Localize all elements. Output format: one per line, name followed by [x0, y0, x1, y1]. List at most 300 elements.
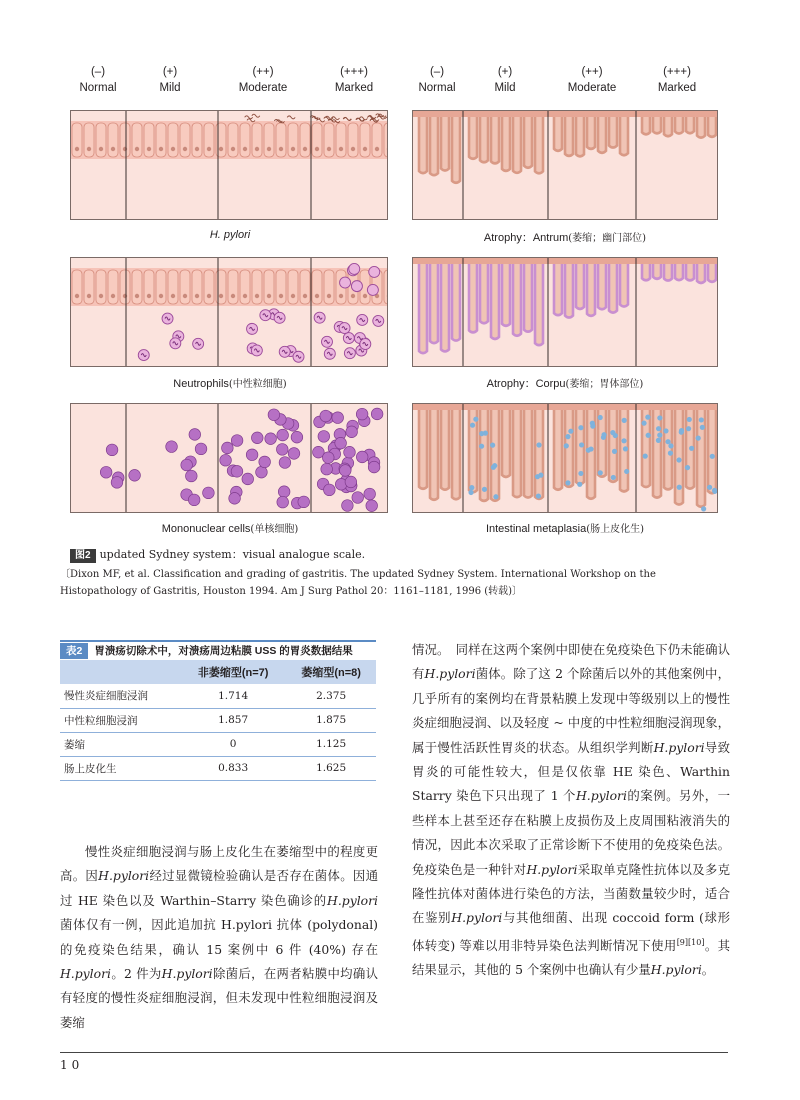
goblet-cell: [621, 438, 626, 443]
grade-head: (++) Moderate: [238, 66, 288, 94]
goblet-cell: [656, 426, 661, 431]
cell-nucleus: [291, 147, 295, 151]
epithelial-cell: [192, 123, 202, 157]
cell-nucleus: [99, 147, 103, 151]
goblet-cell: [710, 454, 715, 459]
table-header-blank: [60, 660, 180, 684]
mononuclear-cell: [288, 448, 300, 460]
gland: [565, 264, 573, 318]
gland: [708, 264, 716, 282]
cell-nucleus: [171, 294, 175, 298]
right-body-text: 情况。 同样在这两个案例中即使在免疫染色下仍未能确认有H.pylori菌体。除了这 2 个除菌后以外的其他案例中，几乎所有的案例均在背景粘膜上发现中等级别以上的慢性炎症细胞浸润、以及轻度 ~ 中度的中性粒细胞浸润现象，属于慢性活跃性胃炎的状态。从组织学判断H.pylori导致胃炎的可能性较大，但是仅依靠 HE 染色、Warthin Starry 染色下只出现了 1 个H.pylori的案例。另外，一些样本上甚至还存在粘膜上皮损伤及上皮周围粘液消失的情况，因此本次采取了正常诊断下不使用的免疫染色法。免疫染色是一种针对H.pylori采取单克隆性抗体以及多克隆性抗体对菌体进行染色的方法，当菌数量较少时，适合在鉴别H.pylori与其他细菌、出现 coccoid form (球形体转变) 等难以用非特异染色法判断情况下使用[9][10]。其结果显示，其他的 5 个案例中也确认有少量H.pylori。: [412, 642, 731, 978]
grade-head: (+++) Marked: [657, 66, 697, 94]
mononuclear-cell: [100, 466, 112, 478]
gland: [430, 264, 438, 343]
cell-nucleus: [327, 294, 331, 298]
gland: [554, 117, 562, 151]
cell-nucleus: [303, 147, 307, 151]
cell-nucleus: [231, 294, 235, 298]
gland: [576, 264, 584, 309]
epithelial-cell: [324, 123, 334, 157]
cell-nucleus: [231, 147, 235, 151]
cell-nucleus: [315, 147, 319, 151]
mononuclear-cell: [242, 473, 254, 485]
page-number: 10: [60, 1058, 84, 1072]
caption-mononuclear: Mononuclear cells(单核细胞): [161, 523, 299, 535]
goblet-cell: [700, 425, 705, 430]
cell-nucleus: [123, 294, 127, 298]
goblet-cell: [579, 442, 584, 447]
goblet-cell: [491, 465, 496, 470]
mononuclear-cell: [259, 456, 271, 468]
gland: [502, 410, 510, 477]
goblet-cell: [490, 443, 495, 448]
mononuclear-cell: [111, 477, 123, 489]
gland: [598, 264, 606, 309]
cell-nucleus: [87, 147, 91, 151]
goblet-cell: [598, 415, 603, 420]
epithelial-cell: [288, 123, 298, 157]
table-row: 中性粒细胞浸润 1.857 1.875: [60, 708, 376, 732]
epithelial-cell: [96, 123, 106, 157]
gland: [686, 264, 694, 280]
table-header-atrophic: 萎缩型(n=8): [286, 660, 376, 684]
mononuclear-cell: [129, 469, 141, 481]
cell-nucleus: [375, 147, 379, 151]
cell-nucleus: [75, 294, 79, 298]
bacterium: [245, 116, 253, 119]
bacterium: [287, 116, 295, 119]
goblet-cell: [536, 493, 541, 498]
epithelial-cell: [384, 270, 388, 304]
gland: [419, 117, 427, 173]
goblet-cell: [483, 431, 488, 436]
goblet-cell: [611, 475, 616, 480]
gland: [491, 264, 499, 339]
epithelial-cell: [132, 123, 142, 157]
gland: [513, 264, 521, 336]
goblet-cell: [663, 428, 668, 433]
epithelial-cell: [144, 270, 154, 304]
cell-nucleus: [147, 147, 151, 151]
panel-atrophy-antrum: [412, 110, 718, 220]
table-tag: 表2: [60, 643, 88, 659]
cell-nucleus: [327, 147, 331, 151]
gland: [491, 117, 499, 163]
epithelial-cell: [384, 123, 388, 157]
gland: [535, 410, 543, 499]
cell-nucleus: [339, 147, 343, 151]
goblet-cell: [468, 490, 473, 495]
figure-tag: 图2: [70, 549, 96, 563]
gland: [441, 117, 449, 170]
gland: [576, 117, 584, 156]
goblet-cell: [623, 446, 628, 451]
cell-nucleus: [303, 294, 307, 298]
epithelial-cell: [108, 123, 118, 157]
goblet-cell: [578, 471, 583, 476]
mononuclear-cell: [321, 463, 333, 475]
cell-nucleus: [363, 294, 367, 298]
gland: [620, 264, 628, 306]
goblet-cell: [689, 446, 694, 451]
gland: [469, 410, 477, 492]
epithelial-cell: [192, 270, 202, 304]
cell-nucleus: [291, 294, 295, 298]
gland: [430, 410, 438, 500]
neutrophil: [367, 284, 378, 295]
caption-hpylori: H. pylori: [209, 229, 251, 241]
gland: [609, 410, 617, 482]
epithelial-cell: [276, 123, 286, 157]
goblet-cell: [590, 421, 595, 426]
goblet-cell: [601, 432, 606, 437]
epithelial-cell: [180, 123, 190, 157]
footer-rule: [60, 1052, 728, 1053]
mononuclear-cell: [368, 461, 380, 473]
epithelial-cell: [312, 270, 322, 304]
epithelial-cell: [276, 270, 286, 304]
gland: [554, 264, 562, 315]
gland: [565, 117, 573, 156]
goblet-cell: [686, 426, 691, 431]
goblet-cell: [612, 449, 617, 454]
surface-layer: [413, 404, 718, 410]
epithelial-cell: [240, 123, 250, 157]
table-row: 萎缩 0 1.125: [60, 732, 376, 756]
goblet-cell: [665, 439, 670, 444]
cell-nucleus: [183, 294, 187, 298]
gland: [513, 117, 521, 173]
gland: [513, 410, 521, 497]
gland: [554, 410, 562, 490]
goblet-cell: [657, 433, 662, 438]
gland: [524, 264, 532, 332]
goblet-cell: [535, 474, 540, 479]
cell-nucleus: [195, 294, 199, 298]
mononuclear-cell: [277, 496, 289, 508]
epithelial-cell: [300, 270, 310, 304]
metaplasia-illustration: [413, 404, 718, 513]
table-row: 肠上皮化生 0.833 1.625: [60, 756, 376, 780]
gland: [664, 264, 672, 281]
gland: [697, 117, 705, 138]
table-title: 表2 胃溃疡切除术中，对溃疡周边粘膜 USS 的胃炎数据结果: [60, 640, 376, 658]
goblet-cell: [624, 469, 629, 474]
goblet-cell: [676, 457, 681, 462]
table-header-row: [60, 660, 376, 684]
epithelial-cell: [168, 123, 178, 157]
mononuclear-cell: [344, 446, 356, 458]
epithelial-cell: [204, 123, 214, 157]
bacterium: [385, 117, 388, 120]
gland: [609, 264, 617, 313]
cell-nucleus: [135, 147, 139, 151]
gland: [535, 117, 543, 173]
gland: [419, 264, 427, 353]
cell-nucleus: [363, 147, 367, 151]
cell-nucleus: [219, 294, 223, 298]
epithelial-cell: [312, 123, 322, 157]
goblet-cell: [657, 415, 662, 420]
gland: [664, 410, 672, 489]
panel-hpylori: [70, 110, 388, 220]
cell-nucleus: [111, 147, 115, 151]
caption-metaplasia: Intestinal metaplasia(肠上皮化生): [485, 523, 645, 535]
epithelial-cell: [72, 270, 82, 304]
gland: [697, 264, 705, 283]
cell-nucleus: [315, 294, 319, 298]
panel-neutrophils: [70, 257, 388, 367]
mononuclear-cell: [335, 437, 347, 449]
grade-head: (+++) Marked: [334, 66, 374, 94]
goblet-cell: [565, 434, 570, 439]
goblet-cell: [645, 415, 650, 420]
gland: [598, 410, 606, 477]
caption-corpu: Atrophy：Corpu(萎缩；胃体部位): [486, 378, 644, 390]
goblet-cell: [701, 506, 706, 511]
gland: [587, 264, 595, 316]
epithelial-cell: [120, 270, 130, 304]
gland: [708, 117, 716, 137]
cell-nucleus: [171, 147, 175, 151]
cell-nucleus: [207, 147, 211, 151]
gland: [480, 117, 488, 162]
cell-nucleus: [219, 147, 223, 151]
gland: [502, 117, 510, 171]
mononuclear-cell: [318, 431, 330, 443]
cell-nucleus: [99, 294, 103, 298]
goblet-cell: [643, 454, 648, 459]
mononuclear-cell: [279, 457, 291, 469]
goblet-cell: [564, 443, 569, 448]
left-body-text: 慢性炎症细胞浸润与肠上皮化生在萎缩型中的程度更高。因H.pylori经过显微镜检验确认是否存在菌体。因通过 HE 染色以及 Warthin–Starry 染色确诊的H.pylori菌体仅有一例，因此追加抗 H.pylori 抗体 (polydonal) 的免疫染色结果，确认 15 案例中 6 件 (40%) 存在H.pylori。2 件为H.pylori除菌后，在两者粘膜中均确认有轻度的慢性炎症细胞浸润，但未发现中性粒细胞浸润及萎缩: [60, 844, 379, 1030]
epithelial-cell: [96, 270, 106, 304]
mononuclear-cell: [298, 496, 310, 508]
epithelial-cell: [108, 270, 118, 304]
goblet-cell: [687, 417, 692, 422]
epithelial-cell: [264, 123, 274, 157]
grade-head: (–) Normal: [418, 66, 456, 94]
epithelial-cell: [156, 123, 166, 157]
mononuclear-cell: [268, 409, 280, 421]
epithelial-cell: [72, 123, 82, 157]
mononuclear-cell: [246, 449, 258, 461]
gland: [469, 264, 477, 332]
cell-nucleus: [135, 294, 139, 298]
cell-nucleus: [351, 294, 355, 298]
hpylori-illustration: [71, 111, 388, 220]
goblet-cell: [610, 430, 615, 435]
mononuclear-cell: [231, 466, 243, 478]
gland: [452, 410, 460, 499]
epithelial-cell: [156, 270, 166, 304]
gland: [620, 117, 628, 155]
gland: [675, 117, 683, 134]
mononuclear-cell: [356, 408, 368, 420]
goblet-cell: [568, 429, 573, 434]
bacterium: [343, 117, 351, 120]
cell-nucleus: [243, 147, 247, 151]
epithelial-cell: [228, 123, 238, 157]
goblet-cell: [707, 485, 712, 490]
panel-intestinal-metaplasia: [412, 403, 718, 513]
goblet-cell: [668, 451, 673, 456]
goblet-cell: [479, 444, 484, 449]
epithelial-cell: [120, 123, 130, 157]
epithelial-cell: [348, 123, 358, 157]
gland: [441, 264, 449, 351]
gland: [642, 117, 650, 134]
mononuclear-cell: [189, 429, 201, 441]
goblet-cell: [685, 465, 690, 470]
gland: [653, 264, 661, 279]
cell-nucleus: [267, 147, 271, 151]
mononuclear-cell: [324, 484, 336, 496]
gland: [587, 117, 595, 149]
epithelial-cell: [228, 270, 238, 304]
gland: [664, 117, 672, 136]
goblet-cell: [598, 470, 603, 475]
mononuclear-cell: [220, 454, 232, 466]
table-header-nonatrophic: 非萎缩型(n=7): [180, 660, 286, 684]
epithelial-cell: [372, 123, 382, 157]
gland: [708, 410, 716, 493]
goblet-cell: [586, 448, 591, 453]
goblet-cell: [473, 417, 478, 422]
mononuclear-cell: [203, 487, 215, 499]
gland: [609, 117, 617, 148]
mononuclear-cell: [339, 465, 351, 477]
surface-layer: [413, 111, 718, 117]
caption-neutrophils: Neutrophils(中性粒细胞): [173, 378, 287, 390]
surface-layer: [413, 258, 718, 264]
mononuclear-cell: [229, 493, 241, 505]
epithelial-cell: [252, 270, 262, 304]
epithelial-cell: [288, 270, 298, 304]
bacterium: [252, 114, 260, 117]
cell-nucleus: [351, 147, 355, 151]
cell-nucleus: [87, 294, 91, 298]
mononuclear-cell: [332, 412, 344, 424]
table-row: 慢性炎症细胞浸润 1.714 2.375: [60, 684, 376, 708]
goblet-cell: [712, 489, 717, 494]
epithelial-cell: [264, 270, 274, 304]
gland: [419, 410, 427, 489]
goblet-cell: [677, 485, 682, 490]
gland: [686, 117, 694, 133]
mononuclear-cell: [256, 466, 268, 478]
gland: [491, 410, 499, 501]
mononuclear-cell: [356, 451, 368, 463]
gland: [697, 410, 705, 507]
mononuclear-cell: [291, 431, 303, 443]
epithelial-cell: [132, 270, 142, 304]
goblet-cell: [641, 421, 646, 426]
cell-nucleus: [255, 147, 259, 151]
corpu-illustration: [413, 258, 718, 367]
epithelial-cell: [336, 123, 346, 157]
cell-nucleus: [267, 294, 271, 298]
goblet-cell: [469, 485, 474, 490]
cell-nucleus: [207, 294, 211, 298]
cell-nucleus: [75, 147, 79, 151]
goblet-cell: [470, 423, 475, 428]
gland: [452, 264, 460, 341]
neutrophils-illustration: [71, 258, 388, 367]
epithelial-cell: [240, 270, 250, 304]
goblet-cell: [699, 417, 704, 422]
gland: [480, 264, 488, 323]
cell-nucleus: [111, 294, 115, 298]
cell-nucleus: [195, 147, 199, 151]
cell-nucleus: [279, 147, 283, 151]
goblet-cell: [493, 494, 498, 499]
gland: [430, 117, 438, 175]
mononuclear-cell: [352, 492, 364, 504]
epithelial-cell: [180, 270, 190, 304]
mononuclear-cell: [231, 435, 243, 447]
mononuclear-cell: [276, 444, 288, 456]
gland: [524, 117, 532, 168]
epithelial-cell: [84, 123, 94, 157]
mononuclear-cell: [106, 444, 118, 456]
neutrophil: [349, 263, 360, 274]
goblet-cell: [656, 438, 661, 443]
goblet-cell: [668, 443, 673, 448]
gland: [642, 264, 650, 280]
epithelial-cell: [360, 123, 370, 157]
neutrophil: [369, 266, 380, 277]
epithelial-cell: [324, 270, 334, 304]
epithelial-cell: [168, 270, 178, 304]
goblet-cell: [577, 482, 582, 487]
mononuclear-cell: [322, 452, 334, 464]
grade-head: (+) Mild: [159, 66, 181, 94]
gland: [535, 264, 543, 345]
grade-head: (++) Moderate: [567, 66, 617, 94]
gland: [653, 117, 661, 133]
epithelial-cell: [204, 270, 214, 304]
mononuclear-cell: [166, 441, 178, 453]
goblet-cell: [696, 436, 701, 441]
goblet-cell: [679, 430, 684, 435]
mononuclear-cell: [277, 429, 289, 441]
mononuclear-cell: [345, 476, 357, 488]
gland: [598, 117, 606, 153]
panel-atrophy-corpu: [412, 257, 718, 367]
mononuclear-illustration: [71, 404, 388, 513]
mononuclear-cell: [346, 426, 358, 438]
cell-nucleus: [183, 147, 187, 151]
cell-nucleus: [279, 294, 283, 298]
mononuclear-cell: [342, 500, 354, 512]
cell-nucleus: [123, 147, 127, 151]
gland: [441, 410, 449, 490]
mononuclear-cell: [188, 494, 200, 506]
epithelial-cell: [252, 123, 262, 157]
epithelial-cell: [300, 123, 310, 157]
gland: [675, 410, 683, 504]
cell-nucleus: [159, 294, 163, 298]
gland: [469, 117, 477, 159]
gland: [502, 264, 510, 326]
mononuclear-cell: [371, 408, 383, 420]
goblet-cell: [536, 442, 541, 447]
mononuclear-cell: [195, 443, 207, 455]
epithelial-cell: [84, 270, 94, 304]
grade-head: (+) Mild: [494, 66, 516, 94]
